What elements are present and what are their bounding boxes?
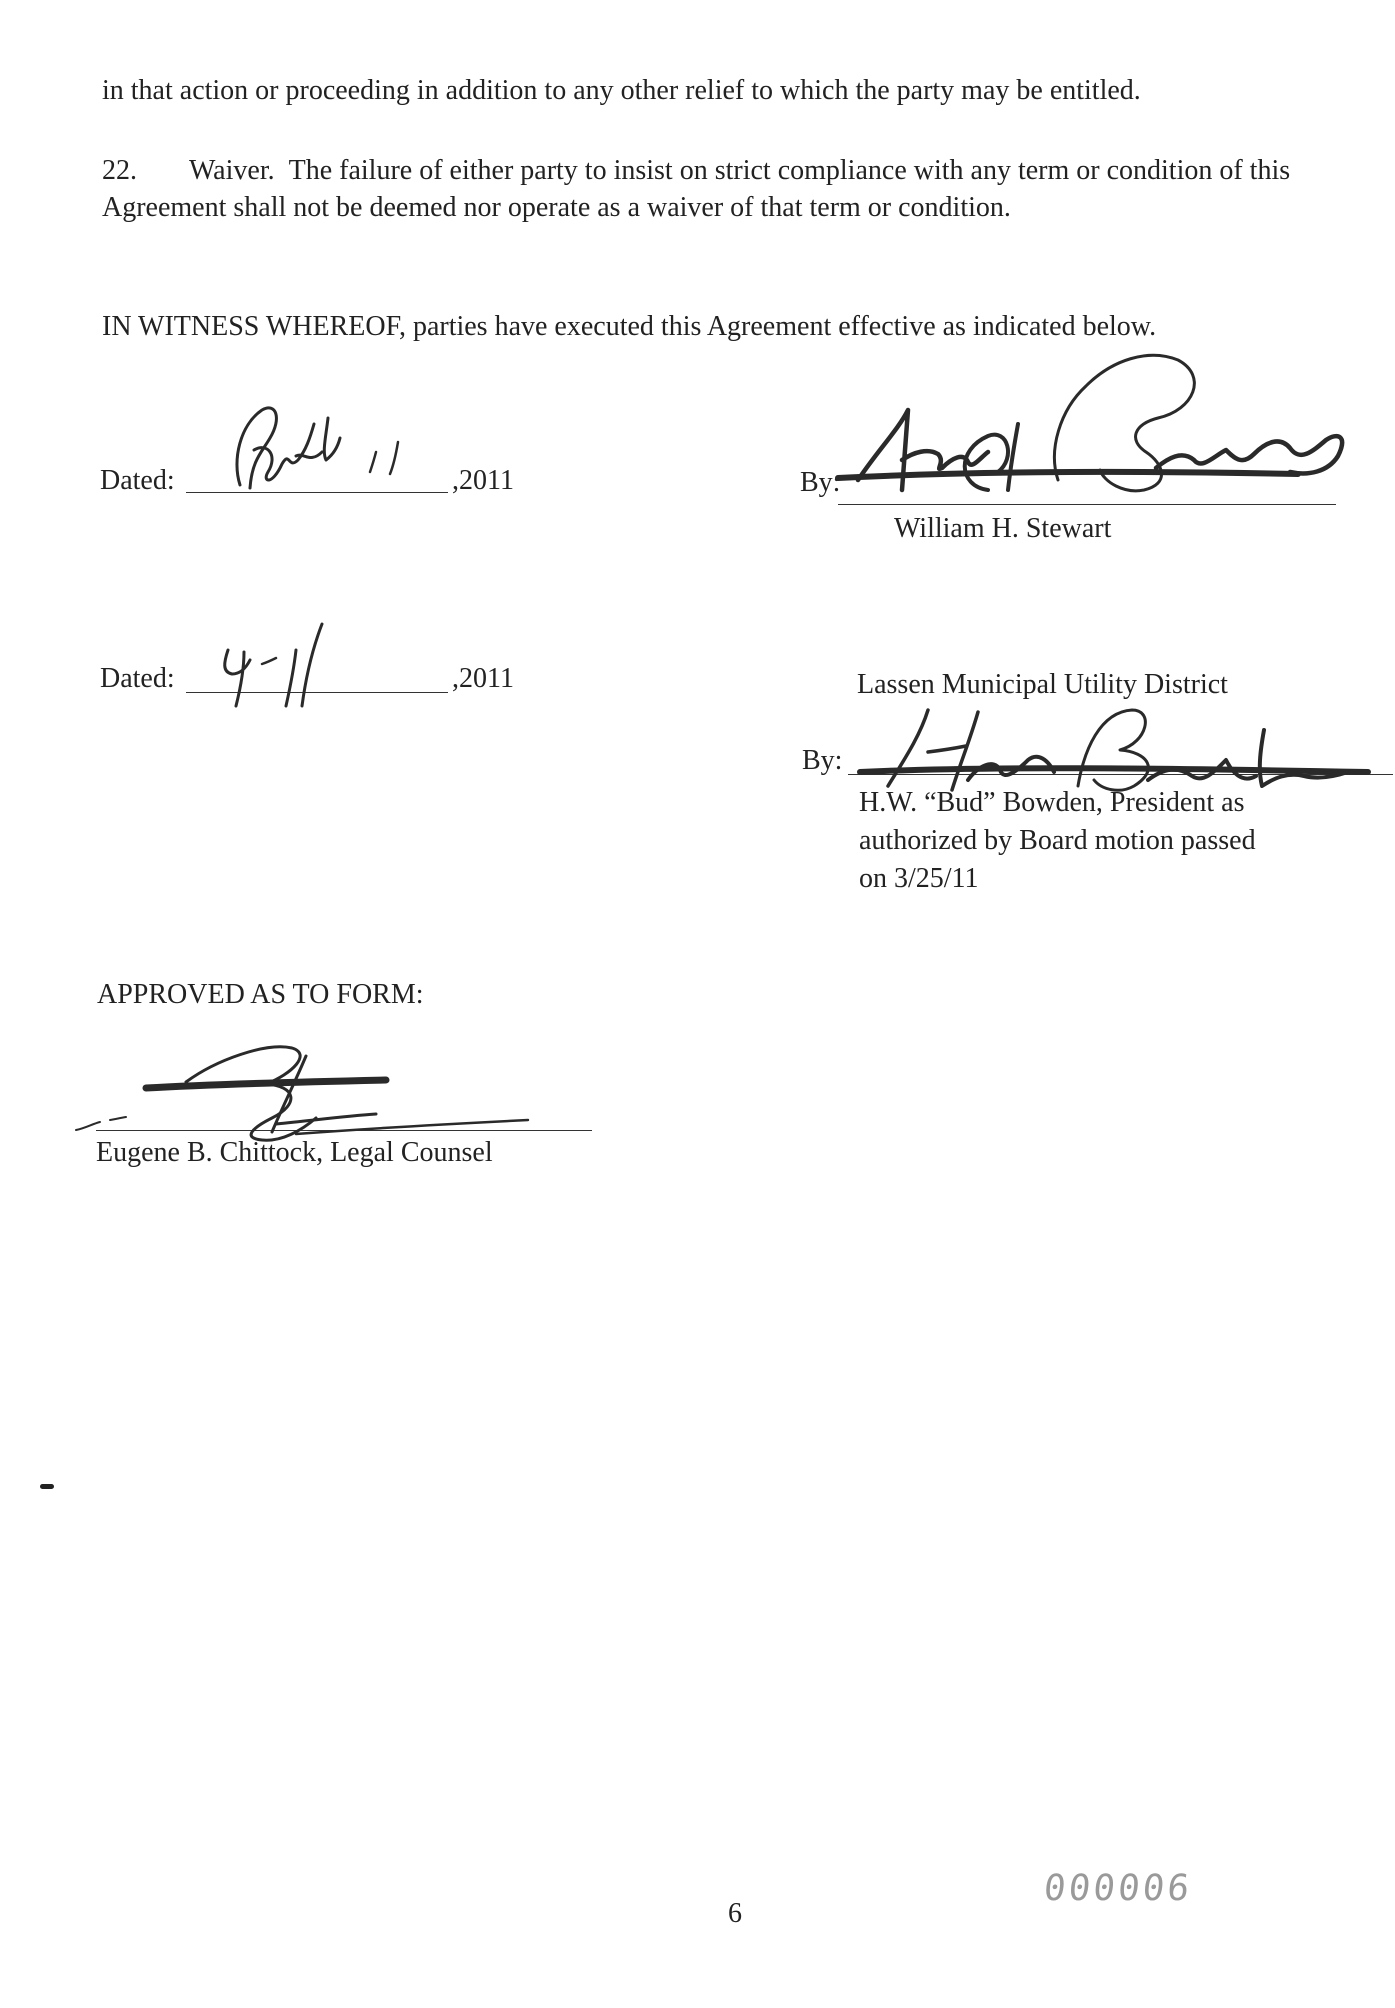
bates-stamp: 000006 <box>1041 1868 1195 1909</box>
waiver-heading: Waiver. <box>189 155 275 186</box>
signer-line-3: on 3/25/11 <box>859 863 979 894</box>
signer-line-2: authorized by Board motion passed <box>859 825 1256 856</box>
waiver-number: 22. <box>102 155 137 186</box>
stray-mark <box>40 1484 54 1489</box>
witness-clause: IN WITNESS WHEREOF, parties have executed this Agreement effective as indicated below. <box>102 311 1157 342</box>
waiver-paragraph <box>102 152 1302 226</box>
approved-label: APPROVED AS TO FORM: <box>97 979 424 1010</box>
signature-william-stewart <box>838 340 1358 520</box>
continuation-line: in that action or proceeding in addition to any other relief to which the party may be entitled. <box>102 75 1141 106</box>
dated-label-2: Dated: <box>100 663 175 694</box>
waiver-text: The failure of either party to insist on strict compliance with any term or condition of this Agreement shall not be deemed nor operate as a waiver of that term or condition. <box>102 155 1291 223</box>
year-2: ,2011 <box>452 663 514 694</box>
by-label-2: By: <box>802 745 843 776</box>
dated-label-1: Dated: <box>100 465 175 496</box>
page-number: 6 <box>728 1898 742 1929</box>
year-1: ,2011 <box>452 465 514 496</box>
signer-line-1: H.W. “Bud” Bowden, President as <box>859 787 1245 818</box>
handwritten-date-4-11 <box>210 610 370 710</box>
organization-name: Lassen Municipal Utility District <box>857 669 1228 700</box>
by-label-1: By: <box>800 467 841 498</box>
handwritten-date-april-11 <box>210 390 450 520</box>
approval-signer-name: Eugene B. Chittock, Legal Counsel <box>96 1137 493 1168</box>
signer-name-1: William H. Stewart <box>894 513 1112 544</box>
